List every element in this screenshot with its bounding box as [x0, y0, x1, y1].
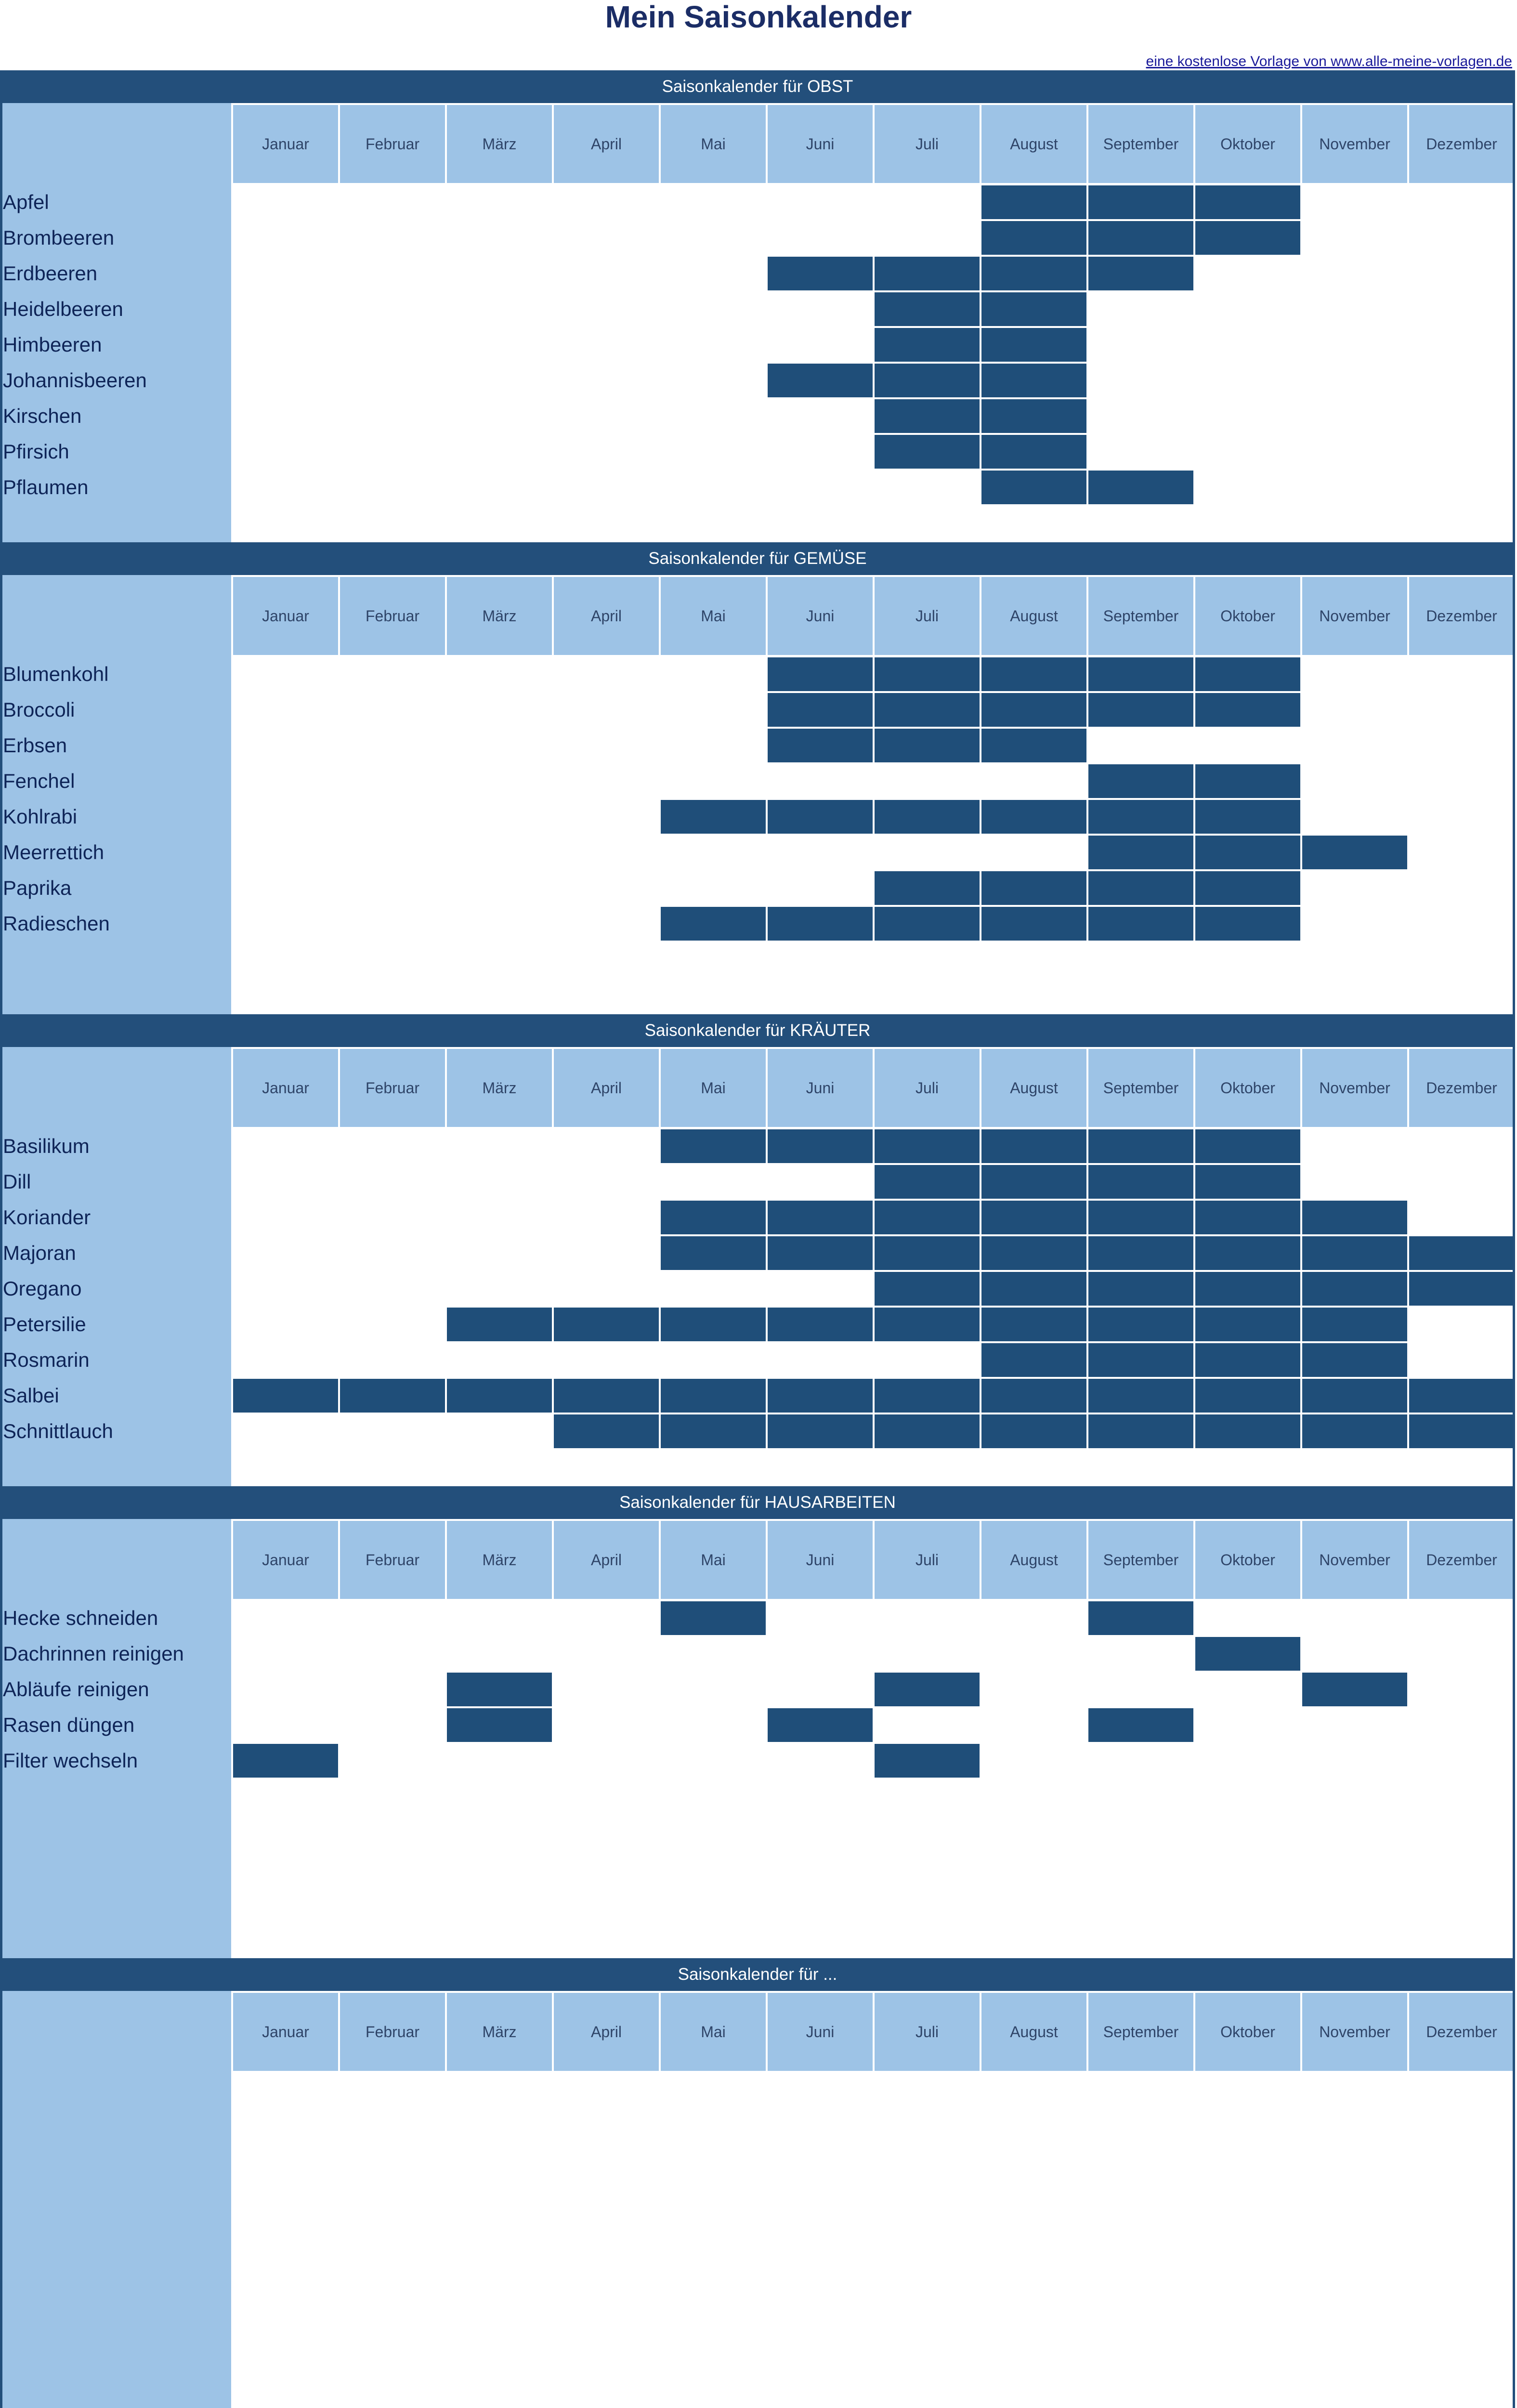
row-label: Rosmarin — [3, 1348, 90, 1371]
season-cell — [661, 1414, 766, 1448]
month-header: Juni — [768, 105, 873, 183]
row-label: Erbsen — [3, 734, 67, 757]
row-label: Pflaumen — [3, 476, 89, 498]
month-header: April — [554, 1521, 659, 1599]
month-header: März — [447, 1993, 552, 2071]
season-cell — [981, 185, 1086, 219]
season-cell — [875, 1414, 980, 1448]
season-cell — [1195, 800, 1300, 834]
row-label: Rasen düngen — [3, 1714, 135, 1736]
calendar-section — [0, 1958, 1515, 2408]
row-label: Paprika — [3, 877, 72, 899]
season-cell — [981, 1165, 1086, 1199]
season-cell — [1088, 871, 1193, 905]
month-header: April — [554, 1993, 659, 2071]
season-cell — [981, 292, 1086, 326]
row-label: Brombeeren — [3, 226, 115, 249]
row-label: Himbeeren — [3, 333, 102, 356]
season-cell — [447, 1673, 552, 1706]
season-cell — [875, 1379, 980, 1413]
season-cell — [1195, 693, 1300, 727]
season-cell — [768, 364, 873, 397]
season-cell — [1302, 1379, 1407, 1413]
season-cell — [981, 221, 1086, 255]
season-cell — [768, 1129, 873, 1163]
season-cell — [1088, 1708, 1193, 1742]
season-cell — [447, 1379, 552, 1413]
month-header: Januar — [233, 1993, 338, 2071]
row-label: Kirschen — [3, 405, 82, 427]
month-header: Mai — [661, 1993, 766, 2071]
row-label: Heidelbeeren — [3, 298, 123, 320]
season-cell — [1302, 1343, 1407, 1377]
season-cell — [875, 657, 980, 691]
season-cell — [768, 1379, 873, 1413]
season-cell — [875, 1236, 980, 1270]
season-cell — [1195, 1414, 1300, 1448]
month-header: August — [981, 1521, 1086, 1599]
season-cell — [875, 1272, 980, 1306]
season-cell — [981, 1236, 1086, 1270]
row-label: Abläufe reinigen — [3, 1678, 149, 1701]
season-cell — [1302, 1414, 1407, 1448]
row-label: Petersilie — [3, 1313, 86, 1335]
season-cell — [1302, 1236, 1407, 1270]
month-header: Oktober — [1195, 105, 1300, 183]
season-cell — [661, 800, 766, 834]
month-header: Mai — [661, 1521, 766, 1599]
season-cell — [981, 328, 1086, 362]
season-cell — [1195, 1637, 1300, 1671]
month-header: Oktober — [1195, 1521, 1300, 1599]
row-label: Apfel — [3, 191, 49, 213]
season-cell — [1195, 764, 1300, 798]
season-cell — [875, 729, 980, 762]
season-cell — [1088, 1129, 1193, 1163]
season-cell — [1409, 1236, 1514, 1270]
season-cell — [981, 399, 1086, 433]
month-header: Februar — [340, 105, 445, 183]
section-header: Saisonkalender für ... — [0, 1958, 1515, 1991]
season-cell — [875, 1673, 980, 1706]
season-cell — [1088, 221, 1193, 255]
month-header: Juni — [768, 1049, 873, 1127]
season-cell — [1195, 657, 1300, 691]
season-cell — [981, 657, 1086, 691]
season-cell — [768, 1708, 873, 1742]
season-cell — [1195, 1165, 1300, 1199]
month-header: Dezember — [1409, 105, 1514, 183]
month-header: August — [981, 577, 1086, 655]
season-cell — [554, 1308, 659, 1341]
season-cell — [768, 907, 873, 941]
month-header: Januar — [233, 105, 338, 183]
row-label: Majoran — [3, 1242, 76, 1264]
season-cell — [981, 1129, 1086, 1163]
season-cell — [1195, 1272, 1300, 1306]
season-cell — [1088, 800, 1193, 834]
row-label: Blumenkohl — [3, 663, 109, 685]
month-header: August — [981, 1049, 1086, 1127]
season-cell — [1409, 1379, 1514, 1413]
row-label: Dill — [3, 1170, 31, 1193]
month-header: Mai — [661, 577, 766, 655]
row-label: Meerrettich — [3, 841, 105, 864]
season-cell — [875, 1129, 980, 1163]
season-cell — [768, 257, 873, 290]
month-header: März — [447, 1521, 552, 1599]
calendar-section — [0, 1486, 1515, 1958]
row-label: Broccoli — [3, 698, 75, 721]
month-header: April — [554, 577, 659, 655]
label-column — [0, 1991, 231, 2408]
month-header: März — [447, 577, 552, 655]
season-cell — [661, 1601, 766, 1635]
season-cell — [1088, 1308, 1193, 1341]
season-cell — [875, 257, 980, 290]
season-cell — [875, 435, 980, 469]
row-label: Pfirsich — [3, 440, 69, 463]
season-cell — [661, 1379, 766, 1413]
month-header: Dezember — [1409, 1993, 1514, 2071]
month-header: September — [1088, 1049, 1193, 1127]
month-header: November — [1302, 105, 1407, 183]
season-cell — [1409, 1272, 1514, 1306]
season-cell — [1195, 1129, 1300, 1163]
season-cell — [1302, 1673, 1407, 1706]
season-cell — [1195, 836, 1300, 869]
season-cell — [447, 1708, 552, 1742]
template-credit-link[interactable]: eine kostenlose Vorlage von www.alle-meine-vorlagen.de — [1146, 53, 1512, 69]
season-cell — [875, 1201, 980, 1234]
season-cell — [768, 693, 873, 727]
season-cell — [661, 1129, 766, 1163]
season-cell — [340, 1379, 445, 1413]
season-cell — [1088, 1343, 1193, 1377]
row-label: Erdbeeren — [3, 262, 98, 285]
month-header: August — [981, 105, 1086, 183]
season-cell — [981, 729, 1086, 762]
section-header: Saisonkalender für OBST — [0, 70, 1515, 103]
season-cell — [661, 1236, 766, 1270]
season-cell — [981, 800, 1086, 834]
month-header: Februar — [340, 577, 445, 655]
season-cell — [875, 364, 980, 397]
season-cell — [981, 1272, 1086, 1306]
season-cell — [1409, 1414, 1514, 1448]
season-cell — [981, 1201, 1086, 1234]
month-header: September — [1088, 1521, 1193, 1599]
season-cell — [981, 1414, 1086, 1448]
month-header: Juni — [768, 577, 873, 655]
month-header: Juni — [768, 1993, 873, 2071]
season-cell — [554, 1414, 659, 1448]
row-label: Schnittlauch — [3, 1420, 113, 1442]
season-cell — [1302, 1308, 1407, 1341]
season-cell — [1088, 657, 1193, 691]
season-cell — [1302, 1201, 1407, 1234]
calendar-section — [0, 542, 1515, 1014]
season-cell — [768, 1236, 873, 1270]
section-header: Saisonkalender für GEMÜSE — [0, 542, 1515, 575]
month-header: April — [554, 1049, 659, 1127]
season-cell — [875, 1308, 980, 1341]
month-header: September — [1088, 577, 1193, 655]
season-cell — [875, 871, 980, 905]
season-cell — [981, 1308, 1086, 1341]
season-cell — [1088, 1272, 1193, 1306]
season-cell — [233, 1379, 338, 1413]
season-cell — [875, 292, 980, 326]
month-header: März — [447, 1049, 552, 1127]
row-label: Kohlrabi — [3, 805, 78, 828]
season-cell — [875, 399, 980, 433]
season-cell — [768, 1308, 873, 1341]
month-header: Oktober — [1195, 1993, 1300, 2071]
season-cell — [981, 471, 1086, 504]
season-cell — [875, 907, 980, 941]
month-header: Februar — [340, 1521, 445, 1599]
season-cell — [981, 1343, 1086, 1377]
season-cell — [981, 257, 1086, 290]
row-label: Koriander — [3, 1206, 91, 1229]
page-title: Mein Saisonkalender — [605, 0, 912, 34]
calendar-section — [0, 70, 1515, 542]
season-cell — [1088, 907, 1193, 941]
calendar-section — [0, 1014, 1515, 1486]
season-cell — [1088, 1165, 1193, 1199]
season-cell — [661, 907, 766, 941]
season-cell — [981, 871, 1086, 905]
row-label: Dachrinnen reinigen — [3, 1642, 184, 1665]
season-cell — [875, 693, 980, 727]
season-cell — [1088, 693, 1193, 727]
season-cell — [1088, 185, 1193, 219]
season-cell — [661, 1308, 766, 1341]
season-cell — [768, 1414, 873, 1448]
season-cell — [1088, 764, 1193, 798]
month-header: Oktober — [1195, 1049, 1300, 1127]
season-cell — [1195, 871, 1300, 905]
month-header: Dezember — [1409, 1521, 1514, 1599]
month-header: September — [1088, 1993, 1193, 2071]
season-cell — [981, 1379, 1086, 1413]
month-header: Januar — [233, 1049, 338, 1127]
month-header: März — [447, 105, 552, 183]
season-cell — [1088, 1601, 1193, 1635]
season-cell — [1195, 1343, 1300, 1377]
month-header: November — [1302, 1521, 1407, 1599]
season-cell — [875, 1744, 980, 1778]
season-cell — [768, 1201, 873, 1234]
month-header: Oktober — [1195, 577, 1300, 655]
row-label: Fenchel — [3, 770, 75, 792]
month-header: Juni — [768, 1521, 873, 1599]
season-cell — [1088, 836, 1193, 869]
month-header: Juli — [875, 1521, 980, 1599]
month-header: August — [981, 1993, 1086, 2071]
season-cell — [1302, 836, 1407, 869]
month-header: Juli — [875, 105, 980, 183]
month-header: Januar — [233, 577, 338, 655]
section-header: Saisonkalender für KRÄUTER — [0, 1014, 1515, 1047]
season-cell — [1195, 185, 1300, 219]
season-cell — [981, 435, 1086, 469]
season-cell — [1088, 1379, 1193, 1413]
month-header: Januar — [233, 1521, 338, 1599]
month-header: Dezember — [1409, 577, 1514, 655]
season-cell — [1088, 1414, 1193, 1448]
month-header: Juli — [875, 577, 980, 655]
month-header: November — [1302, 1993, 1407, 2071]
season-cell — [233, 1744, 338, 1778]
month-header: Dezember — [1409, 1049, 1514, 1127]
season-cell — [875, 800, 980, 834]
month-header: Februar — [340, 1049, 445, 1127]
season-cell — [1302, 1272, 1407, 1306]
season-cell — [875, 328, 980, 362]
row-label: Salbei — [3, 1384, 59, 1407]
season-cell — [1195, 907, 1300, 941]
month-header: Mai — [661, 105, 766, 183]
season-cell — [981, 364, 1086, 397]
season-cell — [1195, 1308, 1300, 1341]
month-header: April — [554, 105, 659, 183]
season-cell — [981, 693, 1086, 727]
month-header: November — [1302, 1049, 1407, 1127]
season-cell — [1088, 1236, 1193, 1270]
season-cell — [661, 1201, 766, 1234]
season-cell — [1195, 1379, 1300, 1413]
season-cell — [875, 1165, 980, 1199]
month-header: Juli — [875, 1993, 980, 2071]
month-header: November — [1302, 577, 1407, 655]
month-header: September — [1088, 105, 1193, 183]
month-header: Februar — [340, 1993, 445, 2071]
season-cell — [1088, 1201, 1193, 1234]
section-header: Saisonkalender für HAUSARBEITEN — [0, 1486, 1515, 1519]
row-label: Filter wechseln — [3, 1749, 138, 1772]
row-label: Basilikum — [3, 1135, 90, 1157]
month-header: Mai — [661, 1049, 766, 1127]
season-cell — [1195, 221, 1300, 255]
row-label: Johannisbeeren — [3, 369, 147, 392]
season-cell — [447, 1308, 552, 1341]
month-header: Juli — [875, 1049, 980, 1127]
row-label: Radieschen — [3, 912, 110, 935]
row-label: Hecke schneiden — [3, 1607, 158, 1629]
season-cell — [1088, 257, 1193, 290]
row-label: Oregano — [3, 1277, 82, 1300]
season-cell — [768, 729, 873, 762]
season-cell — [554, 1379, 659, 1413]
season-cell — [1195, 1236, 1300, 1270]
season-cell — [1195, 1201, 1300, 1234]
season-cell — [981, 907, 1086, 941]
season-cell — [768, 800, 873, 834]
season-cell — [1088, 471, 1193, 504]
season-cell — [768, 657, 873, 691]
